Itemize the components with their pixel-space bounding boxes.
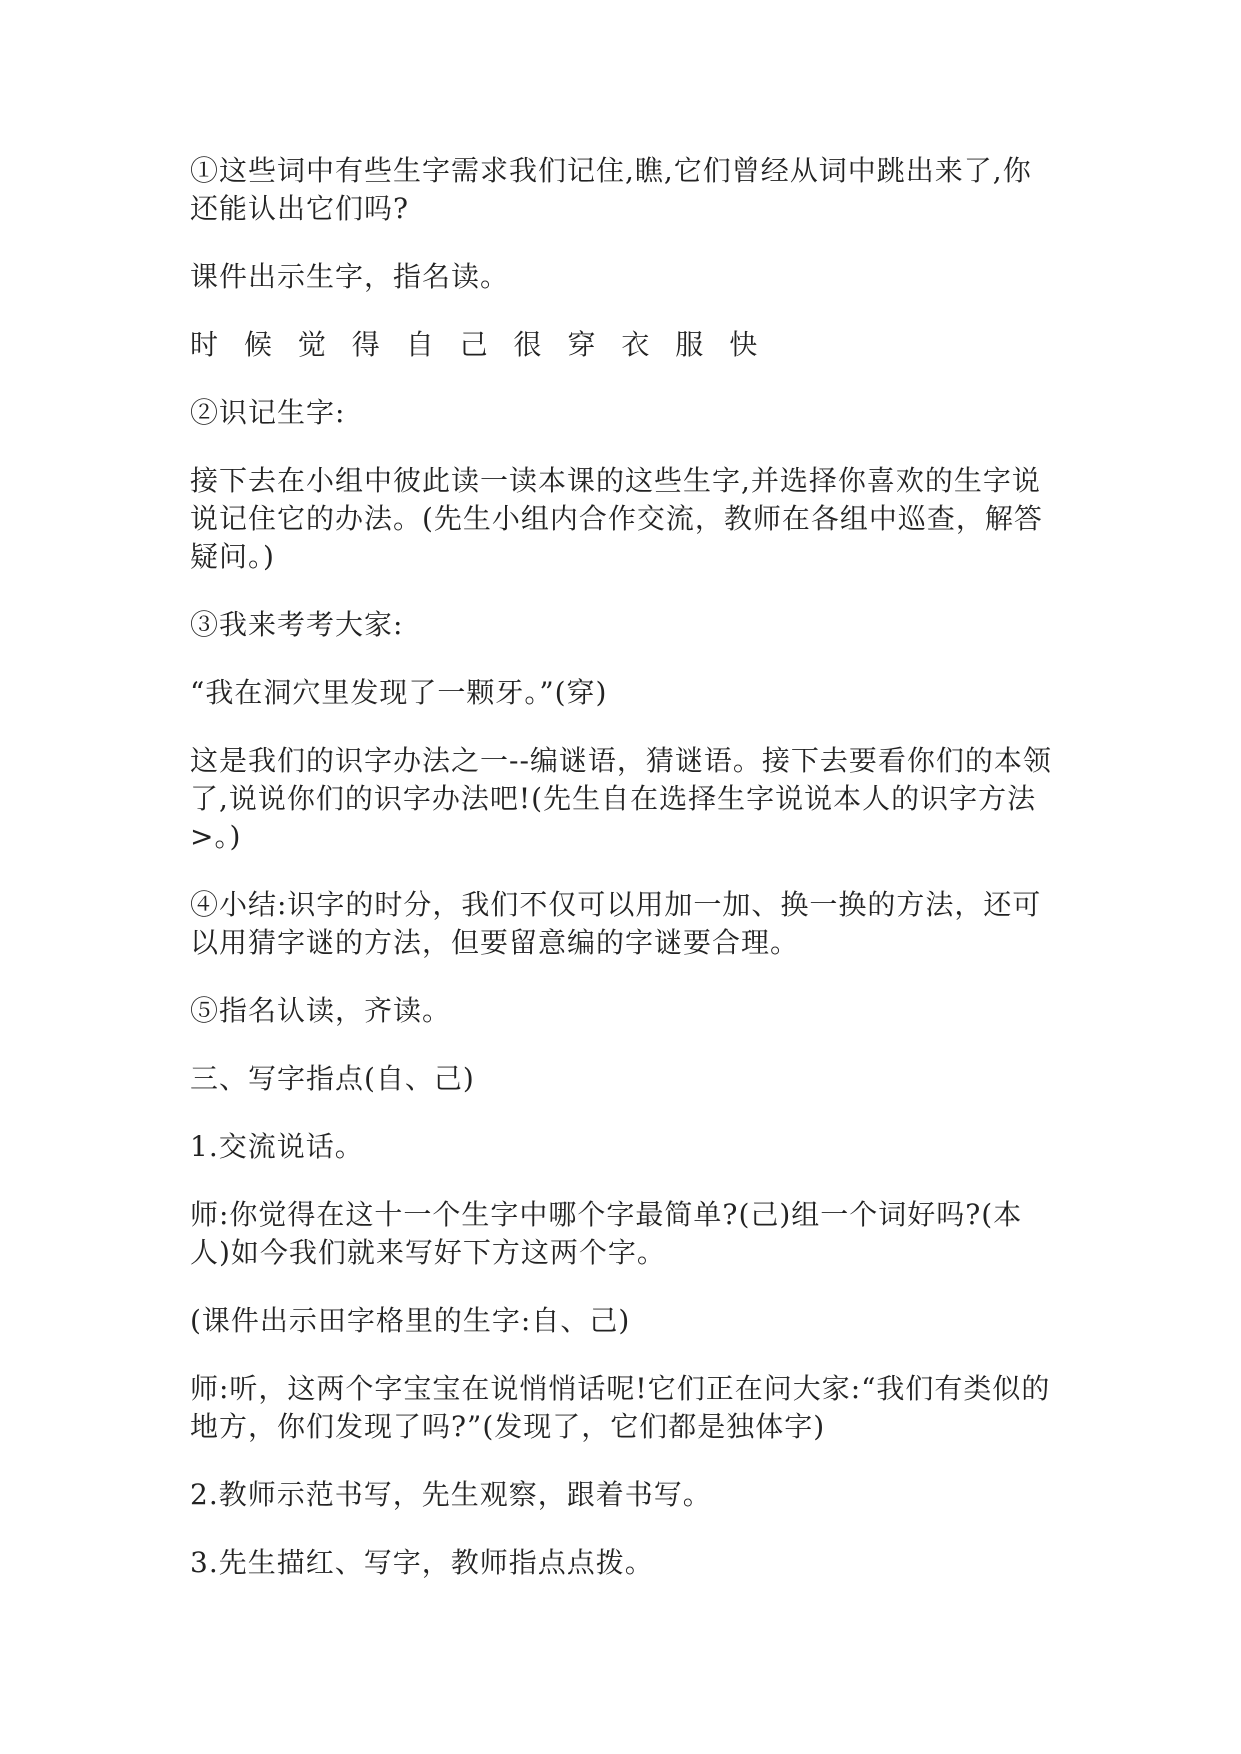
paragraph-15: 师:听，这两个字宝宝在说悄悄话呢!它们正在问大家:“我们有类似的地方，你们发现了吗?”(发现了，它们都是独体字) xyxy=(190,1372,1051,1443)
paragraph-1: ①这些词中有些生字需求我们记住,瞧,它们曾经从词中跳出来了,你还能认出它们吗? xyxy=(190,154,1032,225)
paragraph-9: ④小结:识字的时分，我们不仅可以用加一加、换一换的方法，还可以用猜字谜的方法，但要留意编的字谜要合理。 xyxy=(190,888,1042,959)
paragraph-6: ③我来考考大家: xyxy=(190,608,404,641)
character: 时 xyxy=(190,328,220,361)
paragraph-17: 3.先生描红、写字，教师指点点拨。 xyxy=(190,1546,654,1579)
paragraph-4: ②识记生字: xyxy=(190,396,346,429)
character: 自 xyxy=(405,328,435,361)
paragraph-5: 接下去在小组中彼此读一读本课的这些生字,并选择你喜欢的生字说说记住它的办法。(先生小组内合作交流，教师在各组中巡查，解答疑问。) xyxy=(190,464,1043,573)
character: 觉 xyxy=(297,328,327,361)
character: 穿 xyxy=(567,328,597,361)
character: 候 xyxy=(243,328,273,361)
paragraph-16: 2.教师示范书写，先生观察，跟着书写。 xyxy=(190,1478,712,1511)
character: 得 xyxy=(351,328,381,361)
section-heading: 三、写字指点(自、己) xyxy=(190,1062,475,1095)
character: 很 xyxy=(513,328,543,361)
document-page xyxy=(190,152,1060,1612)
paragraph-2: 课件出示生字，指名读。 xyxy=(190,260,510,293)
paragraph-7: “我在洞穴里发现了一颗牙。”(穿) xyxy=(190,676,608,709)
paragraph-14: (课件出示田字格里的生字:自、己) xyxy=(190,1304,631,1337)
character: 己 xyxy=(459,328,489,361)
paragraph-10: ⑤指名认读，齐读。 xyxy=(190,994,452,1027)
character: 快 xyxy=(729,328,759,361)
paragraph-13: 师:你觉得在这十一个生字中哪个字最简单?(己)组一个词好吗?(本人)如今我们就来写好下方这两个字。 xyxy=(190,1198,1023,1269)
character: 衣 xyxy=(621,328,651,361)
paragraph-8: 这是我们的识字办法之一--编谜语，猜谜语。接下去要看你们的本领了,说说你们的识字办法吧!(先生自在选择生字说说本人的识字方法>。) xyxy=(190,744,1052,853)
paragraph-12: 1.交流说话。 xyxy=(190,1130,364,1163)
character: 服 xyxy=(675,328,705,361)
new-characters-list xyxy=(190,326,1060,364)
